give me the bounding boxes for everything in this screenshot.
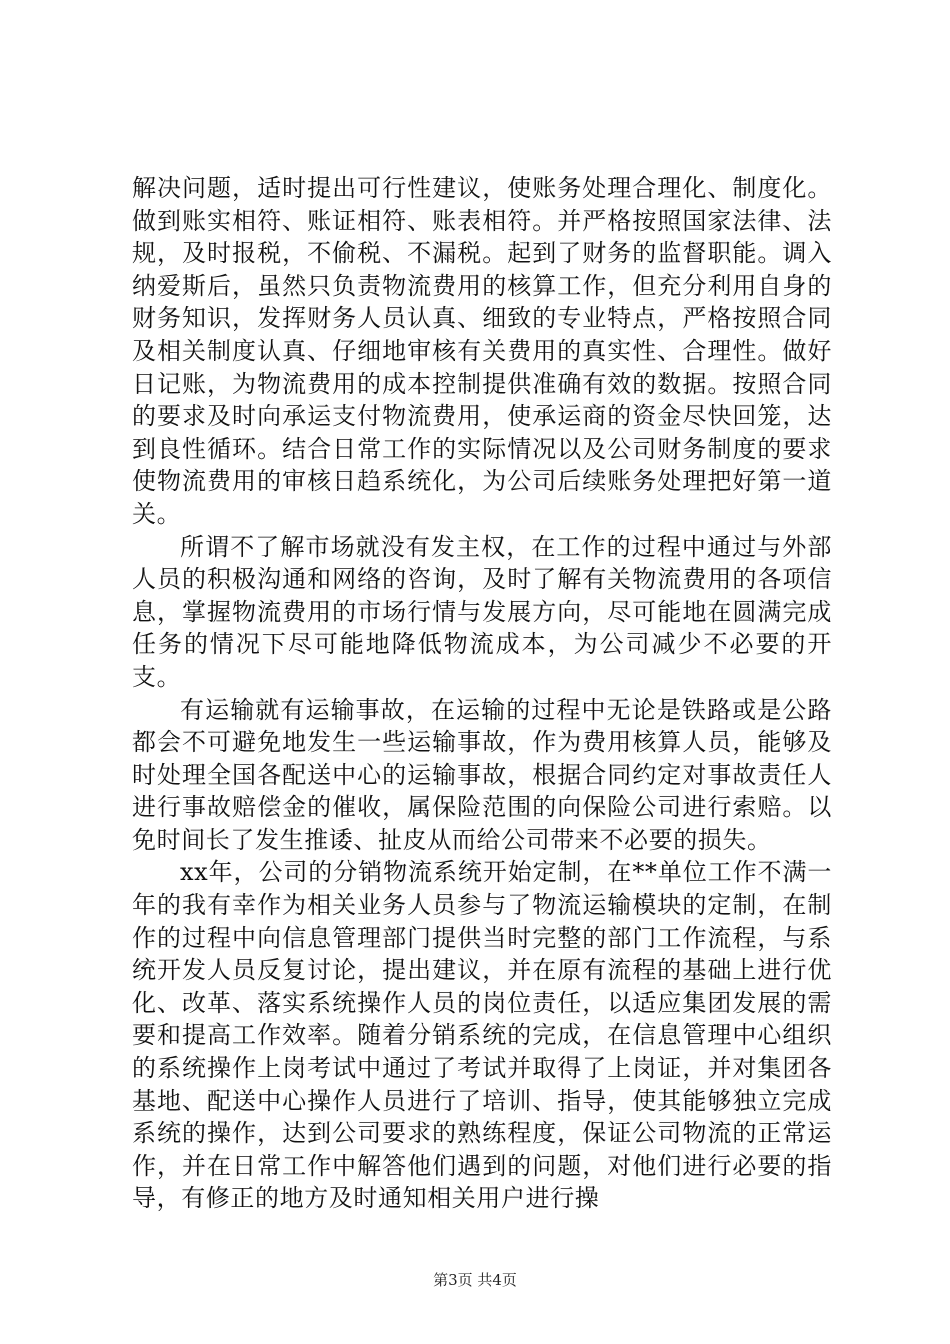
page-number-footer: 第3页 共4页	[433, 1271, 517, 1289]
document-body	[132, 172, 832, 1215]
paragraph-3: 有运输就有运输事故，在运输的过程中无论是铁路或是公路都会不可避免地发生一些运输事故，作为费用核算人员，能够及时处理全国各配送中心的运输事故，根据合同约定对事故责任人进行事故赔偿金的催收，属保险范围的向保险公司进行索赔。以免时间长了发生推诿、扯皮从而给公司带来不必要的损失。	[132, 695, 832, 854]
paragraph-1: 解决问题，适时提出可行性建议，使账务处理合理化、制度化。做到账实相符、账证相符、账表相符。并严格按照国家法律、法规，及时报税，不偷税、不漏税。起到了财务的监督职能。调入纳爱斯后，虽然只负责物流费用的核算工作，但充分利用自身的财务知识，发挥财务人员认真、细致的专业特点，严格按照合同及相关制度认真、仔细地审核有关费用的真实性、合理性。做好日记账，为物流费用的成本控制提供准确有效的数据。按照合同的要求及时向承运支付物流费用，使承运商的资金尽快回笼，达到良性循环。结合日常工作的实际情况以及公司财务制度的要求使物流费用的审核日趋系统化，为公司后续账务处理把好第一道关。	[132, 174, 832, 528]
paragraph-2: 所谓不了解市场就没有发主权，在工作的过程中通过与外部人员的积极沟通和网络的咨询，及时了解有关物流费用的各项信息，掌握物流费用的市场行情与发展方向，尽可能地在圆满完成任务的情况下尽可能地降低物流成本，为公司减少不必要的开支。	[132, 532, 832, 691]
paragraph-4: xx年，公司的分销物流系统开始定制，在**单位工作不满一年的我有幸作为相关业务人员参与了物流运输模块的定制，在制作的过程中向信息管理部门提供当时完整的部门工作流程，与系统开发人员反复讨论，提出建议，并在原有流程的基础上进行优化、改革、落实系统操作人员的岗位责任，以适应集团发展的需要和提高工作效率。随着分销系统的完成，在信息管理中心组织的系统操作上岗考试中通过了考试并取得了上岗证，并对集团各基地、配送中心操作人员进行了培训、指导，使其能够独立完成系统的操作，达到公司要求的熟练程度，保证公司物流的正常运作，并在日常工作中解答他们遇到的问题，对他们进行必要的指导，有修正的地方及时通知相关用户进行操	[132, 858, 832, 1213]
